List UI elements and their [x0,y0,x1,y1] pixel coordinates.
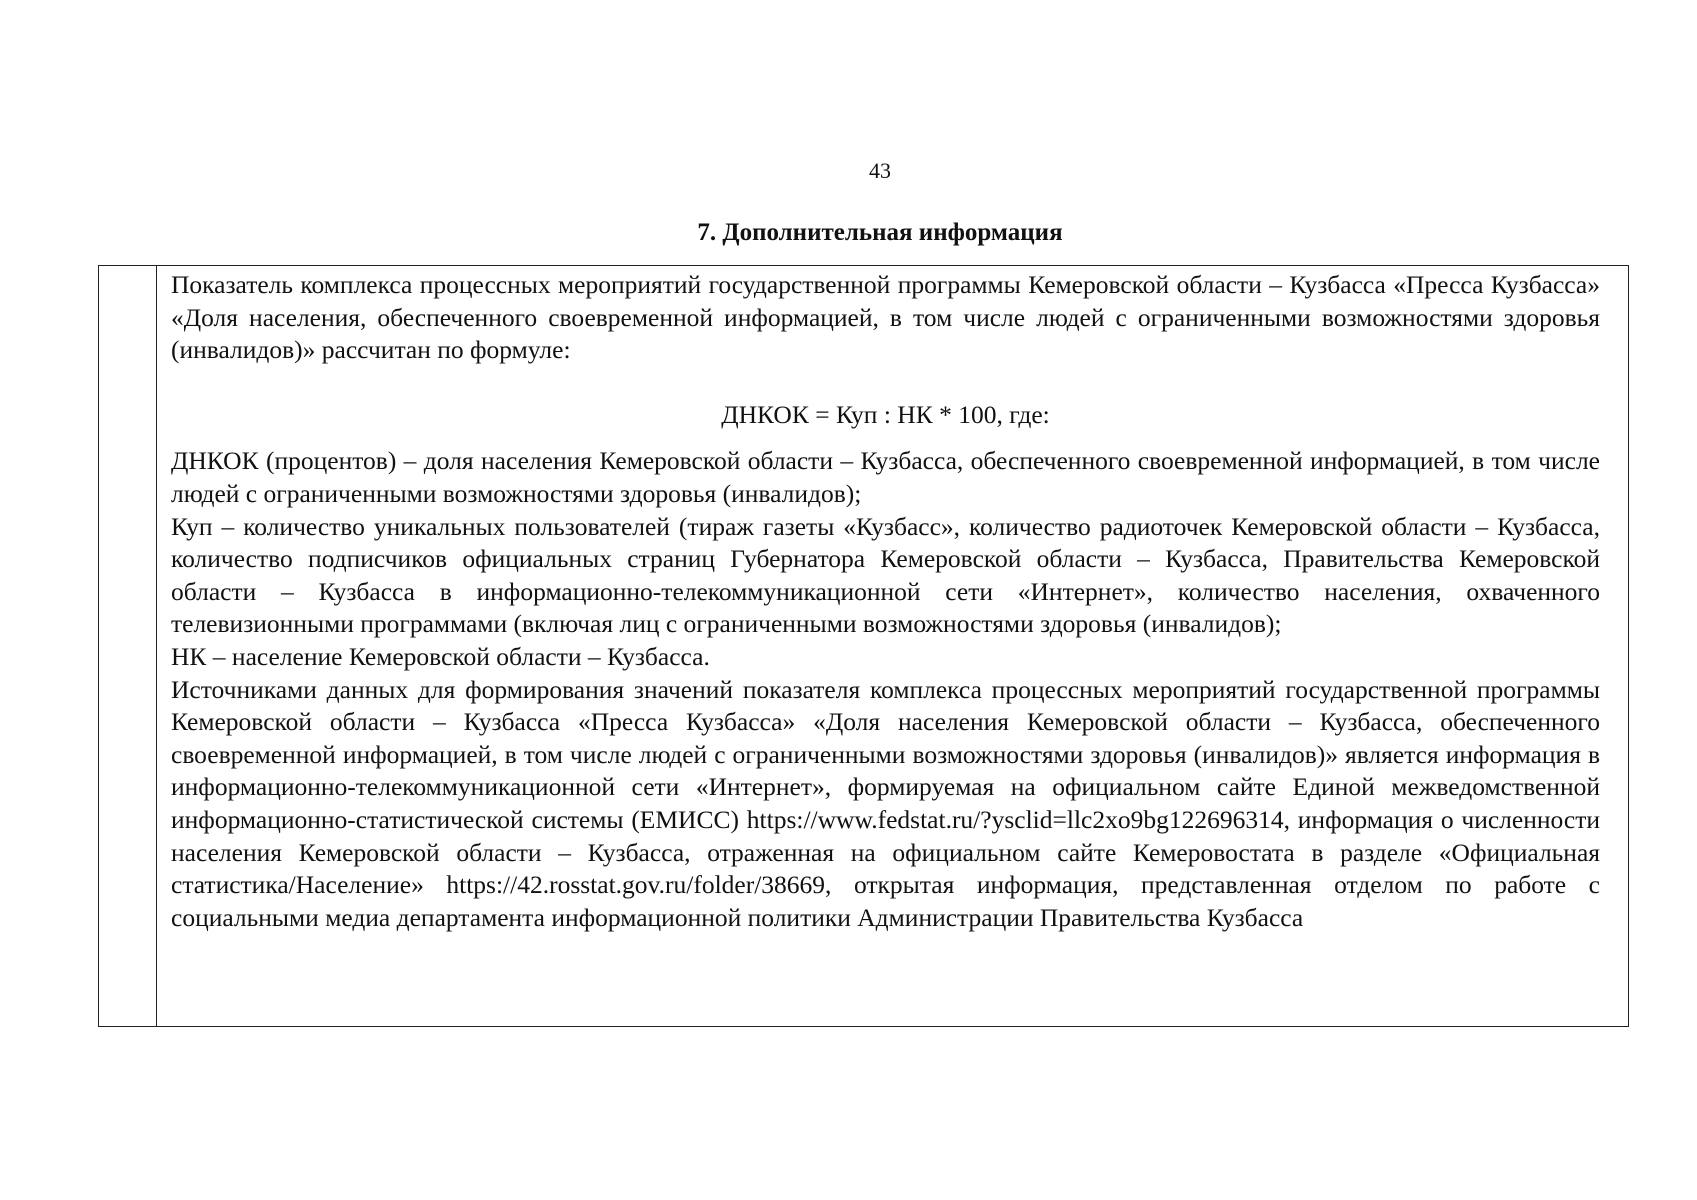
definition-nk: НК – население Кемеровской области – Кузбасса. [171,641,710,671]
page-number: 43 [869,158,891,183]
definition-kup: Куп – количество уникальных пользователей (тираж газеты «Кузбасс», количество радиоточек Кемеровской области – Кузбасса, количество подписчиков официальных страниц Губернатора Кемеровской области – Кузбасса, Правительства Кемеровской области – Кузбасса в информационно-телекоммуникационной сети «Интернет», количество населения, охваченного телевизионными программами (включая лиц с ограниченными возможностями здоровья (инвалидов); [171,511,1600,639]
data-sources-paragraph: Источниками данных для формирования значений показателя комплекса процессных мероприятий государственной программы Кемеровской области – Кузбасса «Пресса Кузбасса» «Доля населения Кемеровской области – Кузбасса, обеспеченного своевременной информацией, в том числе людей с ограниченными возможностями здоровья (инвалидов)» является информация в информационно-телекоммуникационной сети «Интернет», формируемая на официальном сайте Единой межведомственной информационно-статистической системы (ЕМИСС) https://www.fedstat.ru/?ysclid=llc2xo9bg122696314, информация о численности населения Кемеровской области – Кузбасса, отраженная на официальном сайте Кемеровостата в разделе «Официальная статистика/Население» https://42.rosstat.gov.ru/folder/38669, открытая информация, представленная отделом по работе с социальными медиа департамента информационной политики Администрации Правительства Кузбасса [171,674,1600,932]
info-table [98,265,1629,1027]
intro-paragraph: Показатель комплекса процессных мероприятий государственной программы Кемеровской области – Кузбасса «Пресса Кузбасса» «Доля населения, обеспеченного своевременной информацией, в том числе людей с ограниченными возможностями здоровья (инвалидов)» рассчитан по формуле: [171,270,1600,365]
definition-dnkok: ДНКОК (процентов) – доля населения Кемеровской области – Кузбасса, обеспеченного своевременной информацией, в том числе людей с ограниченными возможностями здоровья (инвалидов); [171,446,1600,508]
formula: ДНКОК = Куп : НК * 100, где: [721,399,1050,429]
table-content-cell [157,266,1628,1026]
section-title: 7. Дополнительная информация [697,219,1063,246]
table-left-cell [99,266,157,1026]
